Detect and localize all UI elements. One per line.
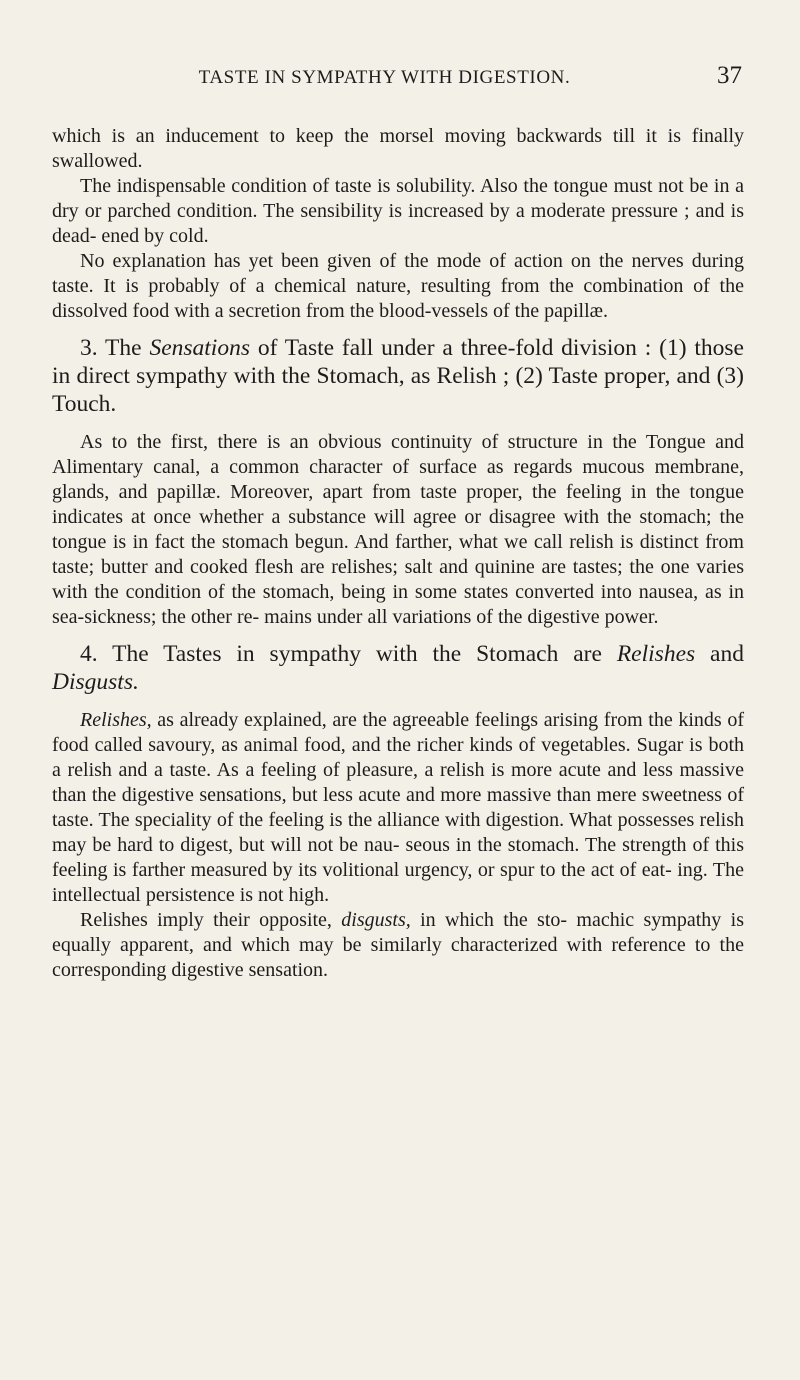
section-4-and: and: [695, 641, 744, 667]
section-3-italic: Sensations: [149, 335, 250, 361]
paragraph-1: which is an inducement to keep the morsel moving backwards till it is finally swallowed.: [52, 125, 744, 172]
running-head: TASTE IN SYMPATHY WITH DIGESTION.: [198, 67, 571, 88]
paragraph-8-a: Relishes imply their opposite,: [80, 909, 342, 931]
paragraph-8: [52, 908, 744, 983]
section-4-italic-disgusts: Disgusts.: [52, 669, 139, 695]
section-4-italic-relishes: Relishes: [616, 641, 696, 667]
section-4-lead: 4. The Tastes in sympathy with the Stomach are: [80, 641, 617, 667]
paragraph-5: As to the first, there is an obvious continuity of structure in the Tongue and Alimentary canal, a common character of surface as regards mucous membrane, glands, and papillæ. Moreover, apart from taste proper, the feeling in the tongue indicates at once whether a substance will agree or disagree with the stomach; the tongue is in fact the stomach begun. And farther, what we call relish is distinct from taste; butter and cooked flesh are relishes; salt and quinine are tastes; the one varies with the condition of the stomach, being in some states converted into nausea, as in sea-sickness; the other re- mains under all variations of the digestive power.: [52, 431, 744, 628]
section-3-heading: [52, 334, 744, 418]
paragraph-8-italic: disgusts,: [341, 909, 411, 931]
paragraph-8-b: in which the sto- machic sympathy is equally apparent, and which may be similarly characterized with reference to the corresponding digestive sensation.: [52, 909, 744, 981]
paragraph-7-rest: as already explained, are the agreeable feelings arising from the kinds of food called savoury, as animal food, and the richer kinds of vegetables. Sugar is both a relish and a taste. As a feeling of pleasure, a relish is more acute and less massive than the digestive sensations, but less acute and more massive than mere sweetness of taste. The speciality of the feeling is the alliance with digestion. What possesses relish may be hard to digest, but will not be nau- seous in the stomach. The strength of this feeling is farther measured by its volitional urgency, or spur to the act of eat- ing. The intellectual persistence is not high.: [52, 709, 744, 906]
page-number: 37: [717, 62, 742, 89]
page-header: [52, 62, 742, 90]
paragraph-7-italic: Relishes,: [80, 709, 152, 731]
paragraph-3: No explanation has yet been given of the mode of action on the nerves during taste. It is probably of a chemical nature, resulting from the combination of the dissolved food with a secretion from the blood-vessels of the papillæ.: [52, 250, 744, 322]
page-body: [52, 124, 744, 983]
paragraph-2: The indispensable condition of taste is solubility. Also the tongue must not be in a dry or parched condition. The sensibility is increased by a moderate pressure ; and is dead- ened by cold.: [52, 175, 744, 247]
section-3-rest: of Taste fall under a three-fold division : (1) those in direct sympathy with the Stomach, as Relish ; (2) Taste proper, and (3) Touch.: [52, 335, 744, 417]
section-4-heading: [52, 640, 744, 696]
section-3-lead: 3. The: [80, 335, 150, 361]
paragraph-7: [52, 708, 744, 908]
